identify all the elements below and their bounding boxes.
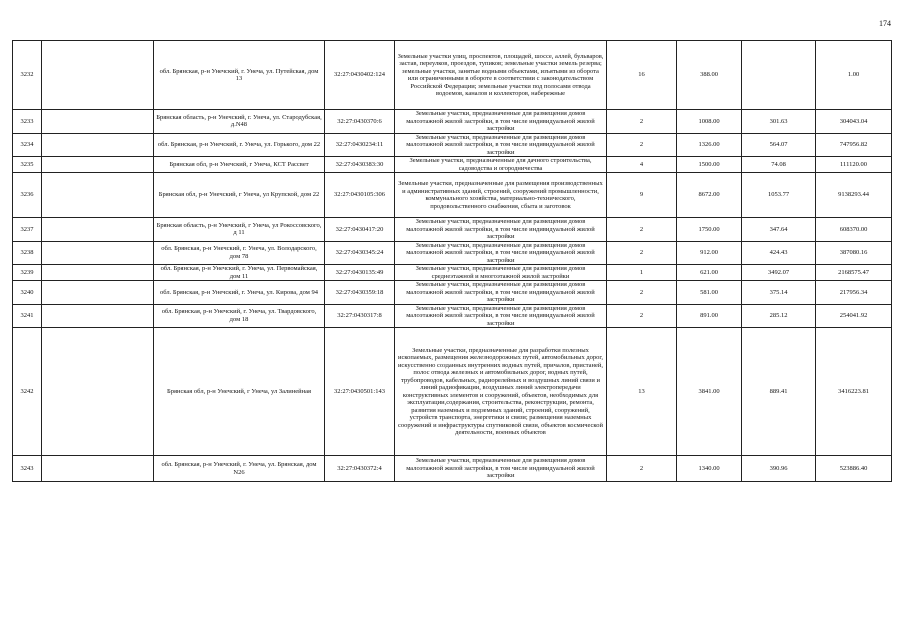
address-cell: Брянская область, р-н Унечский, г Унеча, ул Рокоссовского, д 11 (154, 218, 325, 242)
row-number-cell: 3242 (13, 328, 42, 456)
area-cell: 1326.00 (677, 133, 742, 157)
row-number-cell: 3236 (13, 173, 42, 218)
empty-cell (42, 456, 154, 482)
unit-value-cell: 424.43 (742, 241, 816, 265)
area-cell: 581.00 (677, 281, 742, 305)
table-row (13, 456, 892, 482)
registry-rows (13, 41, 892, 482)
unit-value-cell: 390.96 (742, 456, 816, 482)
cadastral-number-cell: 32:27:0430372:4 (325, 456, 395, 482)
empty-cell (42, 173, 154, 218)
cadastral-value-cell: 2168575.47 (816, 265, 892, 281)
land-use-cell: Земельные участки, предназначенные для размещения домов малоэтажной жилой застройки, в том числе индивидуальной жилой застройки (395, 241, 607, 265)
area-cell: 1750.00 (677, 218, 742, 242)
use-group-cell: 16 (607, 41, 677, 110)
unit-value-cell: 889.41 (742, 328, 816, 456)
row-number-cell: 3234 (13, 133, 42, 157)
area-cell: 1340.00 (677, 456, 742, 482)
empty-cell (42, 157, 154, 173)
table-row (13, 265, 892, 281)
use-group-cell: 4 (607, 157, 677, 173)
table-row (13, 218, 892, 242)
address-cell: Брянская обл, р-н Унечский, г Унеча, КСТ Рассвет (154, 157, 325, 173)
unit-value-cell: 375.14 (742, 281, 816, 305)
address-cell: обл. Брянская, р-н Унечский, г. Унеча, ул. Твардовского, дом 18 (154, 304, 325, 328)
area-cell: 1008.00 (677, 110, 742, 134)
land-use-cell: Земельные участки, предназначенные для размещения домов малоэтажной жилой застройки, в том числе индивидуальной жилой застройки (395, 456, 607, 482)
unit-value-cell: 347.64 (742, 218, 816, 242)
cadastral-number-cell: 32:27:0430402:124 (325, 41, 395, 110)
empty-cell (42, 304, 154, 328)
land-use-cell: Земельные участки, предназначенные для размещения домов малоэтажной жилой застройки, в том числе индивидуальной жилой застройки (395, 304, 607, 328)
unit-value-cell: 3492.07 (742, 265, 816, 281)
address-cell: обл. Брянская, р-н Унечский, г. Унеча, ул. Кирова, дом 94 (154, 281, 325, 305)
cadastral-value-cell: 3416223.81 (816, 328, 892, 456)
row-number-cell: 3240 (13, 281, 42, 305)
empty-cell (42, 265, 154, 281)
empty-cell (42, 328, 154, 456)
cadastral-number-cell: 32:27:0430135:49 (325, 265, 395, 281)
cadastral-value-cell: 304043.04 (816, 110, 892, 134)
cadastral-number-cell: 32:27:0430317:8 (325, 304, 395, 328)
unit-value-cell: 74.08 (742, 157, 816, 173)
table-row (13, 173, 892, 218)
cadastral-value-cell: 111120.00 (816, 157, 892, 173)
row-number-cell: 3241 (13, 304, 42, 328)
area-cell: 3841.00 (677, 328, 742, 456)
cadastral-number-cell: 32:27:0430383:30 (325, 157, 395, 173)
land-use-cell: Земельные участки, предназначенные для размещения производственных и административных зданий, строений, сооружений промышленности, коммунального хозяйства, материально-технического, продовольственного снабжения, сбыта и заготовок (395, 173, 607, 218)
use-group-cell: 2 (607, 241, 677, 265)
use-group-cell: 2 (607, 133, 677, 157)
use-group-cell: 2 (607, 281, 677, 305)
cadastral-number-cell: 32:27:0430234:11 (325, 133, 395, 157)
address-cell: обл. Брянская, р-н Унечский, г. Унеча, ул. Брянская, дом N26 (154, 456, 325, 482)
unit-value-cell: 301.63 (742, 110, 816, 134)
page-number: 174 (879, 19, 891, 28)
area-cell: 891.00 (677, 304, 742, 328)
area-cell: 388.00 (677, 41, 742, 110)
cadastral-number-cell: 32:27:0430345:24 (325, 241, 395, 265)
use-group-cell: 2 (607, 456, 677, 482)
address-cell: Брянская обл, р-н Унечский, г Унеча, ул Залинейная (154, 328, 325, 456)
cadastral-value-cell: 9138293.44 (816, 173, 892, 218)
address-cell: обл. Брянская, р-н Унечский, г. Унеча, ул. Горького, дом 22 (154, 133, 325, 157)
use-group-cell: 2 (607, 304, 677, 328)
cadastral-value-cell: 387080.16 (816, 241, 892, 265)
cadastral-number-cell: 32:27:0430417:20 (325, 218, 395, 242)
cadastral-value-cell: 217956.34 (816, 281, 892, 305)
table-row (13, 241, 892, 265)
table-row (13, 157, 892, 173)
row-number-cell: 3237 (13, 218, 42, 242)
use-group-cell: 13 (607, 328, 677, 456)
cadastral-value-cell: 1.00 (816, 41, 892, 110)
use-group-cell: 2 (607, 110, 677, 134)
land-use-cell: Земельные участки улиц, проспектов, площадей, шоссе, аллей, бульваров, застав, переулков, проездов, тупиков; земельные участки земель резерва; земельные участки, занятые водными объектами, изъятыми из оборота или ограниченными в обороте в соответствии с законодательством Российской Федерации; земельные участки под полосами отвода водоемов, каналов и коллекторов, набережные (395, 41, 607, 110)
empty-cell (42, 281, 154, 305)
row-number-cell: 3243 (13, 456, 42, 482)
empty-cell (42, 133, 154, 157)
cadastral-number-cell: 32:27:0430370:6 (325, 110, 395, 134)
cadastral-value-cell: 747956.82 (816, 133, 892, 157)
cadastral-number-cell: 32:27:0430359:18 (325, 281, 395, 305)
land-use-cell: Земельные участки, предназначенные для размещения домов малоэтажной жилой застройки, в том числе индивидуальной жилой застройки (395, 218, 607, 242)
area-cell: 8672.00 (677, 173, 742, 218)
cadastral-value-cell: 608370.00 (816, 218, 892, 242)
unit-value-cell (742, 41, 816, 110)
table-row (13, 133, 892, 157)
table-row (13, 328, 892, 456)
unit-value-cell: 564.07 (742, 133, 816, 157)
cadastral-value-cell: 523886.40 (816, 456, 892, 482)
address-cell: обл. Брянская, р-н Унечский, г. Унеча, ул. Володарского, дом 78 (154, 241, 325, 265)
use-group-cell: 1 (607, 265, 677, 281)
row-number-cell: 3239 (13, 265, 42, 281)
table-row (13, 41, 892, 110)
unit-value-cell: 1053.77 (742, 173, 816, 218)
unit-value-cell: 285.12 (742, 304, 816, 328)
row-number-cell: 3235 (13, 157, 42, 173)
land-use-cell: Земельные участки, предназначенные для дачного строительства, садоводства и огородничества (395, 157, 607, 173)
area-cell: 912.00 (677, 241, 742, 265)
registry-table (12, 40, 892, 482)
land-use-cell: Земельные участки, предназначенные для размещения домов малоэтажной жилой застройки, в том числе индивидуальной жилой застройки (395, 110, 607, 134)
empty-cell (42, 218, 154, 242)
row-number-cell: 3233 (13, 110, 42, 134)
address-cell: Брянская обл, р-н Унечский, г Унеча, ул Крупской, дом 22 (154, 173, 325, 218)
land-use-cell: Земельные участки, предназначенные для размещения домов среднеэтажной и многоэтажной жилой застройки (395, 265, 607, 281)
table-row (13, 304, 892, 328)
land-use-cell: Земельные участки, предназначенные для размещения домов малоэтажной жилой застройки, в том числе индивидуальной жилой застройки (395, 281, 607, 305)
table-row (13, 110, 892, 134)
area-cell: 621.00 (677, 265, 742, 281)
address-cell: Брянская область, р-н Унечский, г. Унеча, ул. Стародубская, д.N48 (154, 110, 325, 134)
land-use-cell: Земельные участки, предназначенные для разработки полезных ископаемых, размещения железнодорожных путей, автомобильных дорог, искусственно созданных внутренних водных путей, причалов, пристаней, полос отвода железных и автомобильных дорог, водных путей, трубопроводов, кабельных, радиорелейных и воздушных линий связи и линий радиофикации, воздушных линий электропередачи конструктивных элементов и сооружений, объектов, необходимых для эксплуатации,содержания, строительства, реконструкции, ремонта, развития наземных и подземных зданий, строений, сооружений, устройств транспорта, энергетики и связи; размещения наземных сооружений и инфраструктуры спутниковой связи, объектов космической деятельности, военных объектов (395, 328, 607, 456)
use-group-cell: 2 (607, 218, 677, 242)
cadastral-number-cell: 32:27:0430105:306 (325, 173, 395, 218)
address-cell: обл. Брянская, р-н Унечский, г. Унеча, ул. Путейская, дом 13 (154, 41, 325, 110)
empty-cell (42, 110, 154, 134)
empty-cell (42, 41, 154, 110)
row-number-cell: 3232 (13, 41, 42, 110)
cadastral-value-cell: 254041.92 (816, 304, 892, 328)
row-number-cell: 3238 (13, 241, 42, 265)
land-use-cell: Земельные участки, предназначенные для размещения домов малоэтажной жилой застройки, в том числе индивидуальной жилой застройки (395, 133, 607, 157)
area-cell: 1500.00 (677, 157, 742, 173)
cadastral-number-cell: 32:27:0430501:143 (325, 328, 395, 456)
table-row (13, 281, 892, 305)
use-group-cell: 9 (607, 173, 677, 218)
address-cell: обл. Брянская, р-н Унечский, г. Унеча, ул. Первомайская, дом 11 (154, 265, 325, 281)
empty-cell (42, 241, 154, 265)
